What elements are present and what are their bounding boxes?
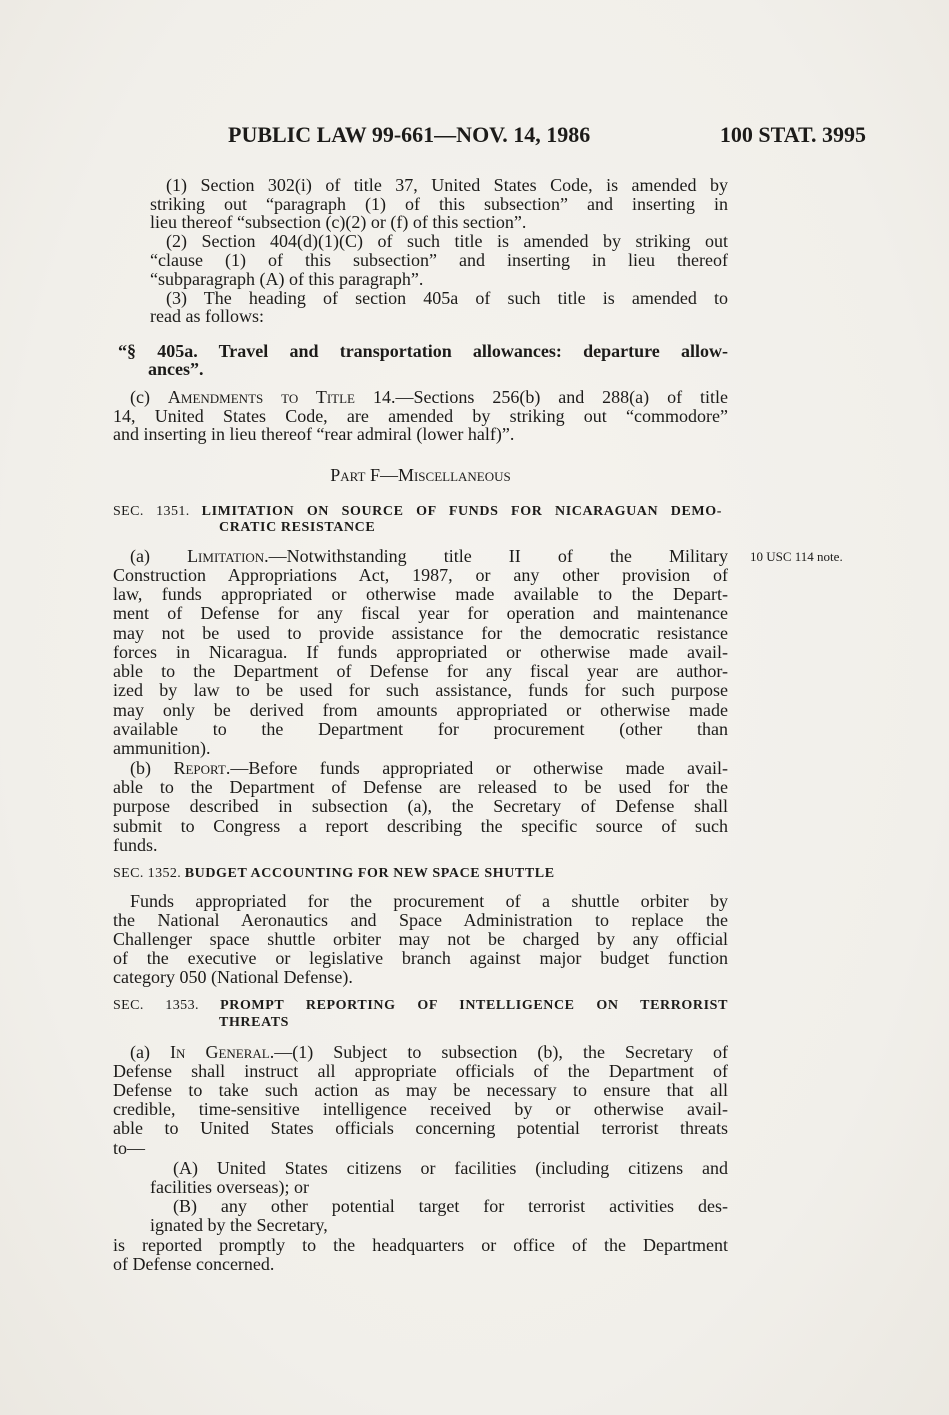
text-line: ammunition). (113, 738, 211, 758)
text-line: to— (113, 1138, 146, 1158)
section-heading-1351 (113, 504, 722, 520)
subsection-heading: In General (170, 1042, 270, 1062)
text-line: (2) Section 404(d)(1)(C) of such title is amended by striking out (166, 231, 728, 251)
text-line: able to United States officials concerning potential terrorist threats (113, 1118, 728, 1138)
text-line: (1) Section 302(i) of title 37, United States Code, is amended by (166, 175, 728, 195)
section-405a-heading: “§ 405a. Travel and transportation allowances: departure allow- (118, 341, 728, 361)
section-title: PROMPT REPORTING OF INTELLIGENCE ON TERRORIST (220, 998, 729, 1013)
text-line: read as follows: (150, 306, 264, 326)
clause-a-line: (A) United States citizens or facilities (including citizens and (173, 1158, 728, 1178)
text-line: law, funds appropriated or otherwise made available to the Depart- (113, 584, 728, 604)
subsection-label: (b) (130, 758, 151, 778)
text-run: .—Notwithstanding title II of the Military (264, 546, 728, 566)
text-line: available to the Department for procurement (other than (113, 719, 728, 739)
clause-b-line: (B) any other potential target for terrorist activities des- (173, 1196, 728, 1216)
subsection-heading: Limitation (187, 546, 265, 566)
text-line: of Defense concerned. (113, 1254, 275, 1274)
text-line: purpose described in subsection (a), the Secretary of Defense shall (113, 796, 728, 816)
text-line: Construction Appropriations Act, 1987, or any other provision of (113, 565, 728, 585)
section-title: CRATIC RESISTANCE (219, 520, 376, 535)
section-405a-heading: ances”. (148, 359, 204, 379)
header-stat: 100 STAT. 3995 (719, 122, 866, 147)
part-heading: Part F—Miscellaneous (330, 465, 511, 485)
section-title: LIMITATION ON SOURCE OF FUNDS FOR NICARAGUAN DEMO- (201, 504, 722, 519)
margin-note: 10 USC 114 note. (750, 549, 843, 564)
text-line: Funds appropriated for the procurement of a shuttle orbiter by (130, 891, 728, 911)
text-line: may not be used to provide assistance for the democratic resistance (113, 623, 728, 643)
text-line: the National Aeronautics and Space Administration to replace the (113, 910, 728, 930)
text-line: and inserting in lieu thereof “rear admiral (lower half)”. (113, 424, 515, 444)
clause-b-line: ignated by the Secretary, (150, 1215, 328, 1235)
subsection-label: (a) (130, 1042, 150, 1062)
text-line: credible, time-sensitive intelligence received by or otherwise avail- (113, 1099, 728, 1119)
text-line: lieu thereof “subsection (c)(2) or (f) of this section”. (150, 212, 527, 232)
text-line: ment of Defense for any fiscal year for operation and maintenance (113, 603, 728, 623)
subsection-label: (a) (130, 546, 150, 566)
clause-a-line: facilities overseas); or (150, 1177, 309, 1197)
text-line: “subparagraph (A) of this paragraph”. (150, 269, 424, 289)
text-run: .—(1) Subject to subsection (b), the Secretary of (269, 1042, 729, 1062)
text-run: 14.—Sections 256(b) and 288(a) of title (372, 387, 728, 407)
text-line: funds. (113, 835, 158, 855)
section-title: THREATS (219, 1015, 290, 1030)
text-line: ized by law to be used for such assistance, funds for such purpose (113, 680, 728, 700)
section-heading-1353 (113, 998, 728, 1014)
text-run: .—Before funds appropriated or otherwise made avail- (225, 758, 729, 778)
subsection-a-first-line (130, 1042, 728, 1062)
text-line: (3) The heading of section 405a of such title is amended to (166, 288, 728, 308)
text-line: striking out “paragraph (1) of this subsection” and inserting in (150, 194, 728, 214)
text-line: “clause (1) of this subsection” and inserting in lieu thereof (150, 250, 728, 270)
text-line: Challenger space shuttle orbiter may not be charged by any official (113, 929, 728, 949)
text-line: Defense to take such action as may be necessary to ensure that all (113, 1080, 728, 1100)
subsection-a-first-line (130, 546, 728, 566)
text-line: of the executive or legislative branch against major budget function (113, 948, 728, 968)
text-line: Defense shall instruct all appropriate officials of the Department of (113, 1061, 728, 1081)
text-line: submit to Congress a report describing the specific source of such (113, 816, 728, 836)
subsection-heading: Amendments to Title (167, 387, 356, 407)
text-line: 14, United States Code, are amended by striking out “commodore” (113, 406, 728, 426)
section-number: SEC. 1351. (113, 504, 190, 519)
subsection-c-first-line (130, 387, 728, 407)
text-line: may only be derived from amounts appropriated or otherwise made (113, 700, 728, 720)
text-line: category 050 (National Defense). (113, 967, 353, 987)
text-line: is reported promptly to the headquarters or office of the Department (113, 1235, 728, 1255)
text-line: able to the Department of Defense for any fiscal year are author- (113, 661, 728, 681)
header-title: PUBLIC LAW 99-661—NOV. 14, 1986 (228, 122, 591, 147)
text-line: able to the Department of Defense are released to be used for the (113, 777, 728, 797)
subsection-b-first-line (130, 758, 728, 778)
subsection-label: (c) (130, 387, 150, 407)
section-title: BUDGET ACCOUNTING FOR NEW SPACE SHUTTLE (184, 866, 555, 881)
subsection-heading: Report (173, 758, 226, 778)
section-number: SEC. 1352. (113, 866, 182, 881)
section-heading-1352 (113, 866, 555, 882)
section-number: SEC. 1353. (113, 998, 199, 1013)
text-line: forces in Nicaragua. If funds appropriated or otherwise made avail- (113, 642, 728, 662)
